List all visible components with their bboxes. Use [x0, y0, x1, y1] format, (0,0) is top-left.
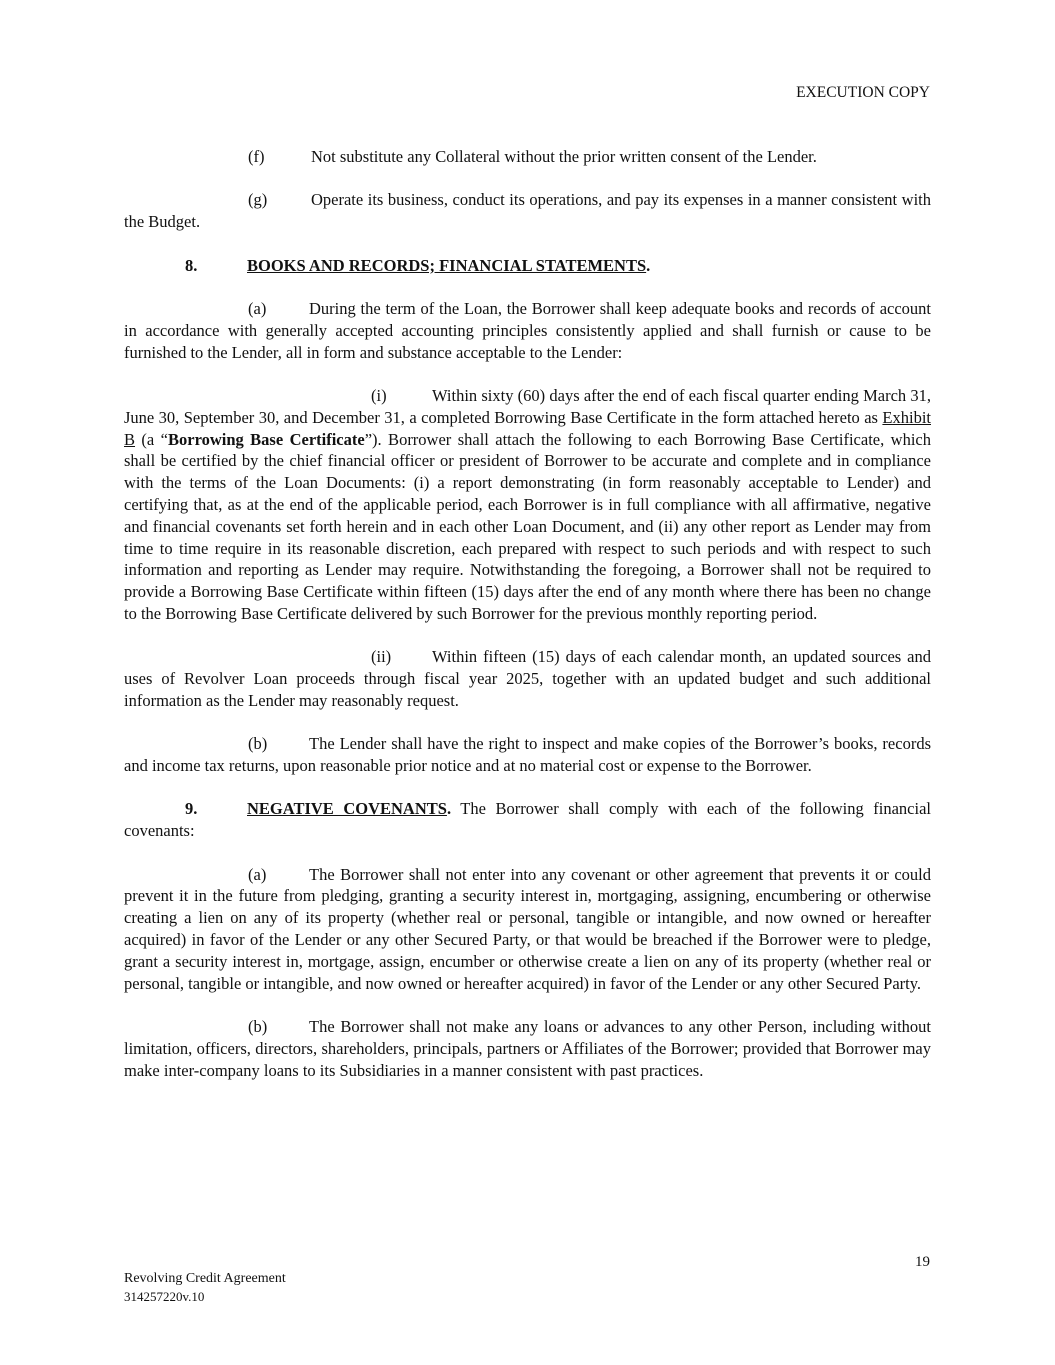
clause-label: (f)	[248, 147, 265, 166]
document-body	[124, 146, 931, 1081]
clause-f	[124, 146, 931, 168]
defined-term: Borrowing Base Certificate	[167, 429, 365, 449]
section-9-clause-b	[124, 1016, 931, 1081]
clause-label: (ii)	[371, 647, 392, 667]
section-intro: The Borrower shall comply with each of the following financial covenants:	[124, 799, 931, 841]
footer-document-id: 314257220v.10	[124, 1289, 205, 1304]
clause-label: (g)	[248, 190, 268, 210]
section-8-clause-a	[124, 298, 931, 363]
clause-label: (i)	[371, 385, 387, 405]
clause-text: Within fifteen (15) days of each calendar month, an updated sources and uses of Revolver Loan proceeds through fiscal year 2025, together with an updated budget and such additional information as the Lender may reasonably request.	[124, 647, 931, 710]
footer-document-title: Revolving Credit Agreement	[124, 1271, 286, 1286]
clause-label: (b)	[248, 734, 268, 754]
section-title: NEGATIVE COVENANTS	[247, 799, 447, 819]
clause-text: ”). Borrower shall attach the following to each Borrowing Base Certificate, which shall be certified by the chief financial officer or president of Borrower to be accurate and complete and in compliance with the terms of the Loan Documents: (i) a report demonstrating (in form reasonably acceptable to Lender) and certifying that, as at the end of the applicable period, each Borrower is in full compliance with all affirmative, negative and financial covenants set forth herein and in each other Loan Document, and (ii) any other report as Lender may from time to time require in its reasonable discretion, each prepared with respect to such periods and with respect to such information and reporting as Lender may require. Notwithstanding the foregoing, a Borrower shall not be required to provide a Borrowing Base Certificate within fifteen (15) days after the end of any month where there has been no change to the Borrowing Base Certificate delivered by such Borrower for the previous monthly reporting period.	[124, 429, 931, 623]
clause-label: (a)	[248, 864, 267, 884]
section-8-clause-b	[124, 733, 931, 777]
section-title: BOOKS AND RECORDS; FINANCIAL STATEMENTS	[247, 255, 647, 275]
section-number: 9.	[185, 799, 198, 819]
page-number: 19	[915, 1254, 930, 1270]
section-8-subclause-ii	[124, 646, 931, 711]
clause-text: Operate its business, conduct its operations, and pay its expenses in a manner consistent with the Budget.	[124, 190, 931, 232]
section-number: 8.	[185, 255, 198, 275]
clause-label: (a)	[248, 298, 267, 318]
section-title-period: .	[646, 255, 651, 275]
clause-text: Not substitute any Collateral without the prior written consent of the Lender.	[311, 147, 817, 166]
section-8-subclause-i	[124, 385, 931, 625]
section-title-period: .	[446, 799, 452, 819]
clause-label: (b)	[248, 1017, 268, 1037]
clause-text: The Borrower shall not enter into any covenant or other agreement that prevents it or could prevent it in the future from pledging, granting a security interest in, mortgaging, assigning, encumbering or otherwise creating a lien on any of its property (whether real or personal, tangible or intangible, and now owned or hereafter acquired) in favor of the Lender or any other Secured Party, or that would be breached if the Borrower were to pledge, grant a security interest in, mortgage, assign, encumber or otherwise create a lien on any of its property (whether real or personal, tangible or intangible, and now owned or hereafter acquired) in favor of the Lender or any other Secured Party.	[124, 864, 931, 993]
section-9-clause-a	[124, 864, 931, 995]
clause-text: Within sixty (60) days after the end of each fiscal quarter ending March 31, June 30, September 30, and December 31, a completed Borrowing Base Certificate in the form attached hereto as	[124, 385, 931, 427]
exhibit-b-reference: Exhibit B	[124, 407, 931, 449]
execution-copy-header: EXECUTION COPY	[796, 84, 930, 101]
section-8-heading	[124, 255, 931, 277]
clause-text: During the term of the Loan, the Borrower shall keep adequate books and records of account in accordance with generally accepted accounting principles consistently applied and shall furnish or cause to be furnished to the Lender, all in form and substance acceptable to the Lender:	[124, 298, 931, 362]
section-9-heading	[124, 798, 931, 842]
clause-text: (a “	[135, 429, 168, 449]
clause-text: The Lender shall have the right to inspect and make copies of the Borrower’s books, records and income tax returns, upon reasonable prior notice and at no material cost or expense to the Borrower.	[124, 734, 931, 776]
clause-g	[124, 189, 931, 233]
clause-text: The Borrower shall not make any loans or advances to any other Person, including without limitation, officers, directors, shareholders, principals, partners or Affiliates of the Borrower; provided that Borrower may make inter-company loans to its Subsidiaries in a manner consistent with past practices.	[124, 1017, 931, 1080]
